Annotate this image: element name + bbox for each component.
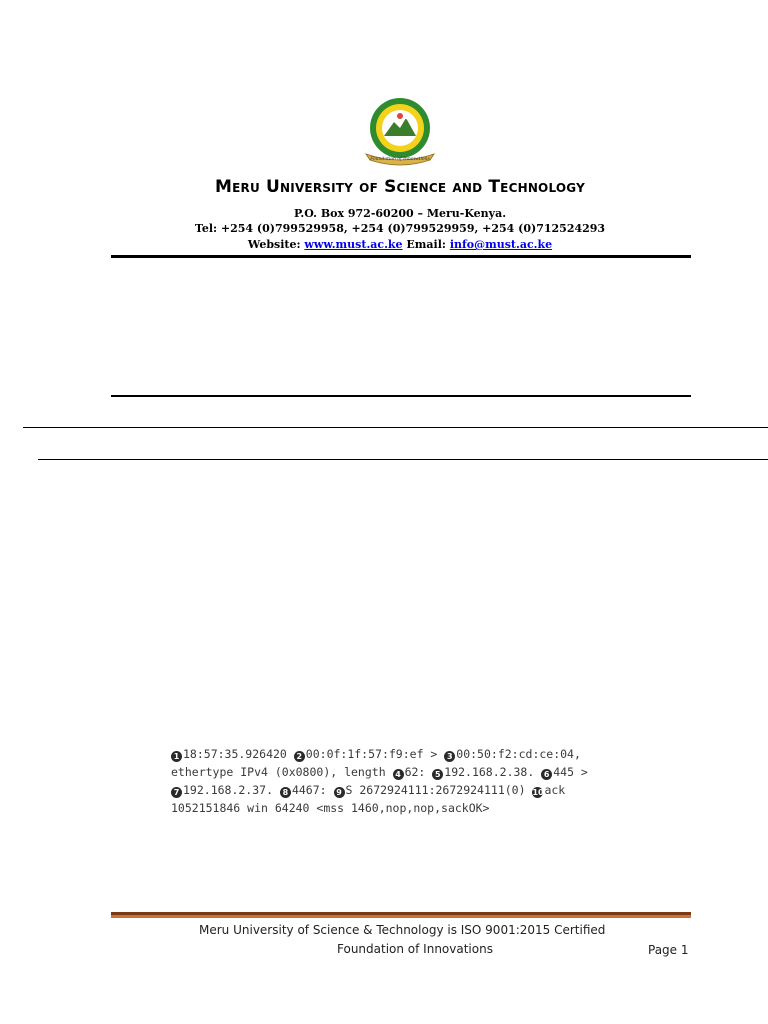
po-box: P.O. Box 972-60200 – Meru-Kenya. — [293, 207, 507, 220]
tcpdump-line-4: 1052151846 win 64240 <mss 1460,nop,nop,sackOK> — [171, 801, 490, 815]
marker-9: 9 — [334, 787, 345, 798]
tel-numbers: +254 (0)799529958, +254 (0)799529959, +254 (0)712524293 — [220, 222, 606, 235]
tcpdump-line-3: 7 192.168.2.37. 8 4467: 9 S 2672924111:2672924111(0) 10ack — [171, 781, 588, 799]
marker-6: 6 — [541, 769, 552, 780]
footer-iso-text: Meru University of Science & Technology is ISO 9001:2015 Certified — [199, 923, 606, 937]
marker-10: 10 — [532, 788, 544, 797]
contact-line — [0, 238, 768, 251]
email-link[interactable]: info@must.ac.ke — [449, 238, 553, 251]
logo-ribbon-text: Foundation of Innovations — [370, 157, 430, 162]
marker-5: 5 — [432, 769, 443, 780]
marker-2: 2 — [294, 751, 305, 762]
university-name: Meru University of Science and Technology — [215, 177, 585, 197]
marker-1: 1 — [171, 751, 182, 762]
university-logo — [352, 92, 448, 168]
tcpdump-output — [171, 745, 588, 817]
marker-4: 4 — [393, 769, 404, 780]
footer-bar-light — [111, 915, 691, 918]
marker-7: 7 — [171, 787, 182, 798]
header-divider — [111, 255, 691, 258]
tcpdump-line-1: 1 18:57:35.926420 2 00:0f:1f:57:f9:ef > 3 00:50:f2:cd:ce:04, — [171, 745, 588, 763]
page-number: Page 1 — [648, 943, 689, 957]
tcpdump-line-2: ethertype IPv4 (0x0800), length 4 62: 5 192.168.2.38. 6 445 > — [171, 765, 588, 779]
website-label: Website: — [247, 238, 301, 251]
horizontal-line-2 — [38, 459, 768, 460]
footer-motto: Foundation of Innovations — [337, 942, 493, 956]
tel-label: Tel: — [194, 222, 218, 235]
marker-8: 8 — [280, 787, 291, 798]
email-label: Email: — [406, 238, 446, 251]
website-link[interactable]: www.must.ac.ke — [304, 238, 403, 251]
horizontal-line-1 — [23, 427, 768, 428]
telephone-line — [0, 222, 768, 235]
marker-3: 3 — [444, 751, 455, 762]
section-divider — [111, 395, 691, 397]
